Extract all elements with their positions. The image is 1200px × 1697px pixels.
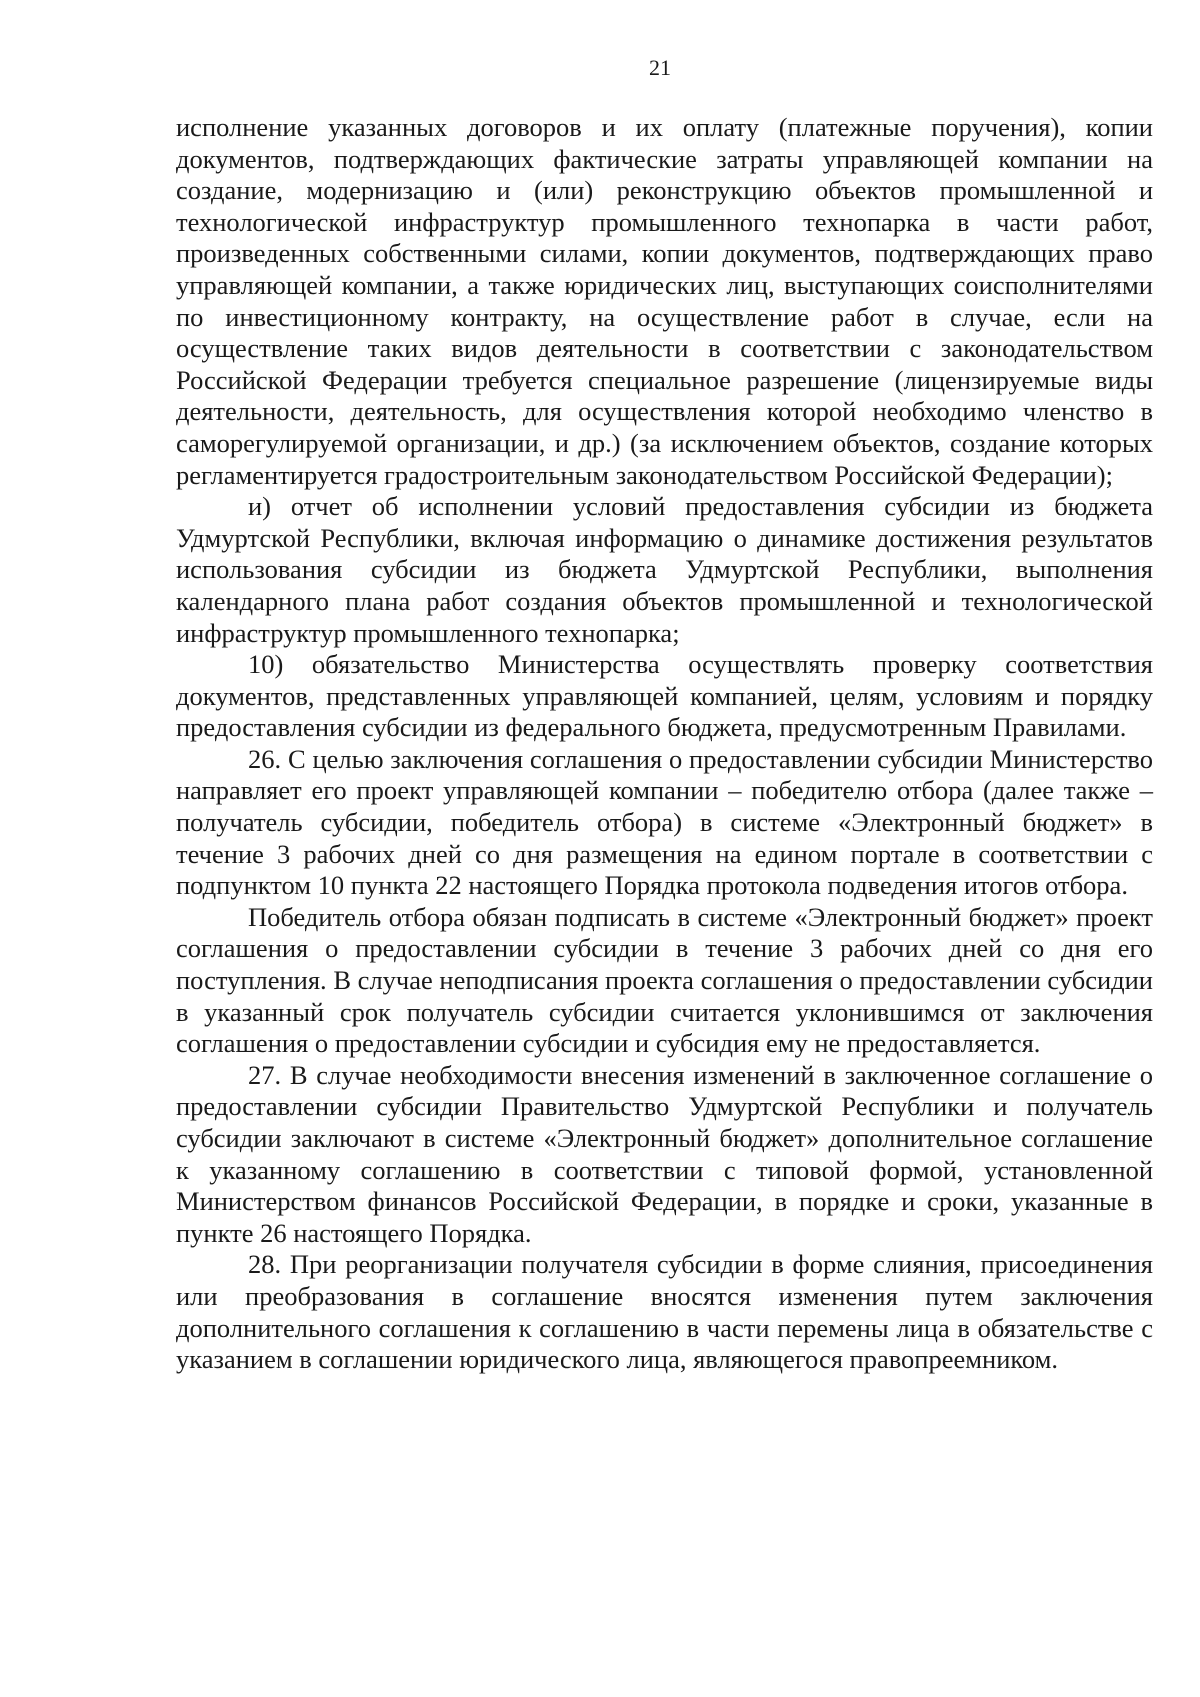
paragraph-clause-27: 27. В случае необходимости внесения изменений в заключенное соглашение о предоставлении субсидии Правительство Удмуртской Республики и получатель субсидии заключают в системе «Электронный бюджет» дополнительное соглашение к указанному соглашению в соответствии с типовой формой, установленной Министерством финансов Российской Федерации, в порядке и сроки, указанные в пункте 26 настоящего Порядка. (176, 1059, 1153, 1248)
paragraph-subitem-i-report: и) отчет об исполнении условий предоставления субсидии из бюджета Удмуртской Республики, включая информацию о динамике достижения результатов использования субсидии из бюджета Удмуртской Республики, выполнения календарного плана работ создания объектов промышленной и технологической инфраструктур промышленного технопарка; (176, 491, 1153, 648)
paragraph-clause-28: 28. При реорганизации получателя субсидии в форме слияния, присоединения или преобразования в соглашение вносятся изменения путем заключения дополнительного соглашения к соглашению в части перемены лица в обязательстве с указанием в соглашении юридического лица, являющегося правопреемником. (176, 1249, 1153, 1375)
paragraph-item-10-obligation: 10) обязательство Министерства осуществлять проверку соответствия документов, представленных управляющей компанией, целям, условиям и порядку предоставления субсидии из федерального бюджета, предусмотренным Правилами. (176, 649, 1153, 743)
paragraph-documents-list: исполнение указанных договоров и их оплату (платежные поручения), копии документов, подтверждающих фактические затраты управляющей компании на создание, модернизацию и (или) реконструкцию объектов промышленной и технологической инфраструктур промышленного технопарка в части работ, произведенных собственными силами, копии документов, подтверждающих право управляющей компании, а также юридических лиц, выступающих соисполнителями по инвестиционному контракту, на осуществление работ в случае, если на осуществление таких видов деятельности в соответствии с законодательством Российской Федерации требуется специальное разрешение (лицензируемые виды деятельности, деятельность, для осуществления которой необходимо членство в саморегулируемой организации, и др.) (за исключением объектов, создание которых регламентируется градостроительным законодательством Российской Федерации); (176, 112, 1153, 490)
page-number: 21 (649, 55, 671, 80)
paragraph-clause-26: 26. С целью заключения соглашения о предоставлении субсидии Министерство направляет его проект управляющей компании – победителю отбора (далее также – получатель субсидии, победитель отбора) в системе «Электронный бюджет» в течение 3 рабочих дней со дня размещения на едином портале в соответствии с подпунктом 10 пункта 22 настоящего Порядка протокола подведения итогов отбора. (176, 743, 1153, 901)
paragraph-winner-obligation: Победитель отбора обязан подписать в системе «Электронный бюджет» проект соглашения о предоставлении субсидии в течение 3 рабочих дней со дня его поступления. В случае неподписания проекта соглашения о предоставлении субсидии в указанный срок получатель субсидии считается уклонившимся от заключения соглашения о предоставлении субсидии и субсидия ему не предоставляется. (176, 901, 1153, 1059)
document-body (176, 112, 1153, 1376)
